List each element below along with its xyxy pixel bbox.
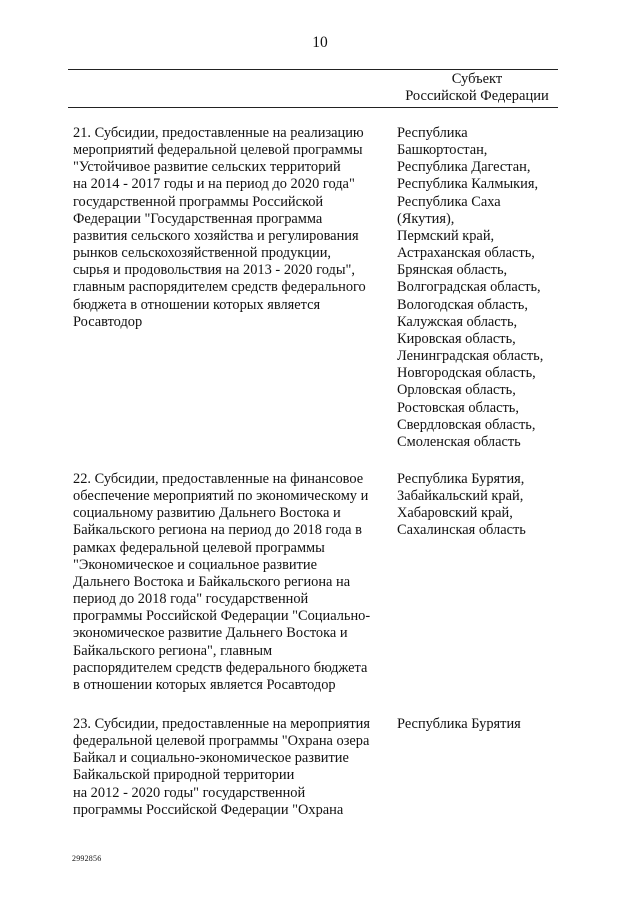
subject-line: Республика Калмыкия, (397, 176, 539, 193)
subject-line: Республика Дагестан, (397, 159, 531, 176)
subject-line: Волгоградская область, (397, 279, 541, 296)
subject-line: Забайкальский край, (397, 488, 524, 505)
document-code: 2992856 (72, 854, 102, 863)
subject-line: (Якутия), (397, 210, 455, 227)
page-number: 10 (312, 34, 328, 51)
subject-line: Республика Бурятия (397, 716, 521, 732)
subject-line: Республика (397, 125, 468, 141)
description-line: рынков сельскохозяйственной продукции, (73, 245, 331, 262)
description-line: программы Российской Федерации "Охрана (73, 801, 344, 818)
subject-line: Астраханская область, (397, 245, 535, 262)
description-line: Федерации "Государственная программа (73, 210, 323, 227)
subject-line: Башкортостан, (397, 142, 488, 159)
entry-subjects (397, 471, 597, 540)
subject-column-header (396, 71, 558, 105)
subject-line: Ленинградская область, (397, 348, 544, 365)
description-line: "Устойчивое развитие сельских территорий (73, 159, 341, 176)
subject-line: Кировская область, (397, 330, 516, 347)
description-line: социальному развитию Дальнего Востока и (73, 505, 341, 522)
description-line: в отношении которых является Росавтодор (73, 676, 336, 693)
subject-line: Новгородская область, (397, 365, 536, 382)
subject-line: Республика Бурятия, (397, 471, 525, 487)
entry-description (73, 716, 393, 819)
table-top-rule (68, 69, 558, 70)
description-line: Байкальской природной территории (73, 767, 295, 784)
description-line: федеральной целевой программы "Охрана озера (73, 733, 370, 750)
subject-line: Сахалинская область (397, 522, 526, 539)
description-line: на 2012 - 2020 годы" государственной (73, 784, 306, 801)
subject-line: Брянская область, (397, 262, 508, 279)
description-line: 22. Субсидии, предоставленные на финансовое (73, 471, 364, 487)
description-line: 21. Субсидии, предоставленные на реализацию (73, 125, 364, 141)
subject-line: Республика Саха (397, 193, 501, 210)
entry-description (73, 125, 393, 331)
subject-line: Калужская область, (397, 313, 518, 330)
description-line: главным распорядителем средств федерального (73, 279, 366, 296)
description-line: Дальнего Востока и Байкальского региона на (73, 573, 351, 590)
description-line: Байкальского региона на период до 2018 года в (73, 522, 362, 539)
subject-line: Орловская область, (397, 382, 516, 399)
entry-subjects (397, 125, 597, 451)
subject-line: Хабаровский край, (397, 505, 513, 522)
description-line: на 2014 - 2017 годы и на период до 2020 года" (73, 176, 355, 193)
description-line: 23. Субсидии, предоставленные на мероприятия (73, 716, 370, 732)
table-header-rule (68, 107, 558, 108)
description-line: рамках федеральной целевой программы (73, 539, 325, 556)
entry-subjects (397, 716, 597, 733)
subject-line: Вологодская область, (397, 296, 528, 313)
subject-line: Смоленская область (397, 433, 521, 450)
description-line: сырья и продовольствия на 2013 - 2020 годы", (73, 262, 355, 279)
subject-line: Ростовская область, (397, 399, 519, 416)
description-line: Байкальского региона", главным (73, 642, 273, 659)
description-line: программы Российской Федерации "Социально- (73, 608, 371, 625)
subject-line: Пермский край, (397, 227, 495, 244)
description-line: Байкал и социально-экономическое развитие (73, 750, 349, 767)
description-line: экономическое развитие Дальнего Востока и (73, 625, 348, 642)
subject-column-header-line: Российской Федерации (405, 88, 549, 104)
description-line: развития сельского хозяйства и регулирования (73, 227, 359, 244)
description-line: обеспечение мероприятий по экономическому и (73, 488, 369, 505)
subject-column-header-line: Субъект (451, 71, 503, 87)
description-line: государственной программы Российской (73, 193, 324, 210)
description-line: распорядителем средств федерального бюджета (73, 659, 368, 676)
subject-line: Свердловская область, (397, 416, 536, 433)
entry-description (73, 471, 393, 694)
description-line: период до 2018 года" государственной (73, 591, 309, 608)
description-line: мероприятий федеральной целевой программы (73, 142, 363, 159)
description-line: бюджета в отношении которых является (73, 296, 321, 313)
description-line: "Экономическое и социальное развитие (73, 556, 317, 573)
description-line: Росавтодор (73, 313, 143, 330)
